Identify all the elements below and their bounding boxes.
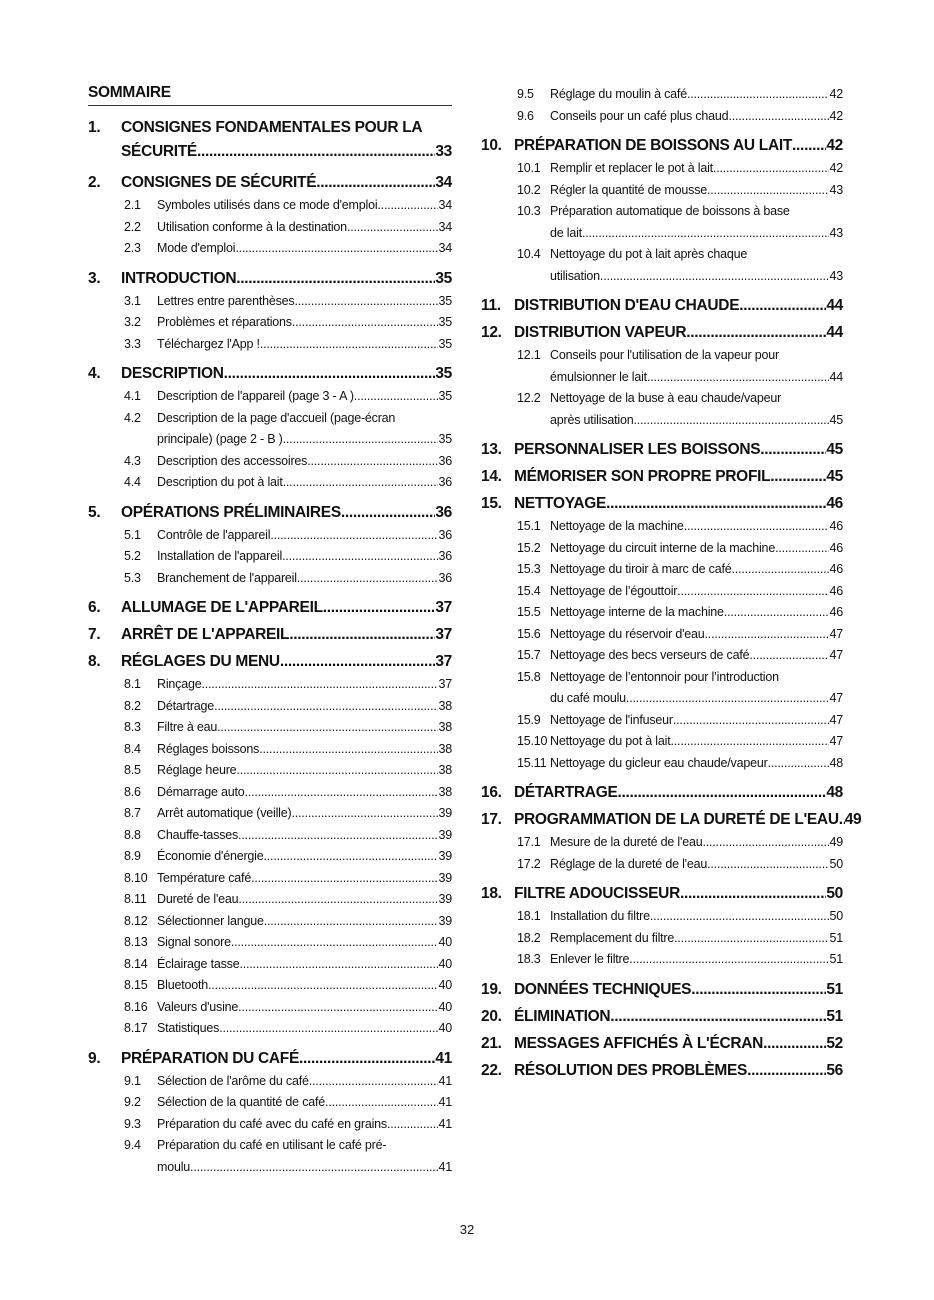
toc-entry-10-3[interactable]: 10.3 Préparation automatique de boissons à base de lait ..... 43: [481, 201, 843, 244]
toc-entry-18-2[interactable]: 18.2 Remplacement du filtre ..... 51: [481, 928, 843, 950]
toc-entry-8-3[interactable]: 8.3 Filtre à eau ..... 38: [88, 717, 452, 739]
toc-entry-22[interactable]: 22. RÉSOLUTION DES PROBLÈMES ..... 56: [481, 1059, 843, 1083]
toc-entry-15-10[interactable]: 15.10 Nettoyage du pot à lait ..... 47: [481, 731, 843, 753]
toc-entry-5[interactable]: 5. OPÉRATIONS PRÉLIMINAIRES ..... 36: [88, 501, 452, 525]
toc-entry-6[interactable]: 6. ALLUMAGE DE L'APPAREIL ..... 37: [88, 596, 452, 620]
toc-entry-10-2[interactable]: 10.2 Régler la quantité de mousse ..... 43: [481, 180, 843, 202]
toc-entry-15-11[interactable]: 15.11 Nettoyage du gicleur eau chaude/vapeur ..... 48: [481, 753, 843, 775]
toc-entry-5-3[interactable]: 5.3 Branchement de l'appareil ..... 36: [88, 568, 452, 590]
toc-entry-17-1[interactable]: 17.1 Mesure de la dureté de l'eau ..... 49: [481, 832, 843, 854]
toc-entry-8-1[interactable]: 8.1 Rinçage ..... 37: [88, 674, 452, 696]
toc-entry-12[interactable]: 12. DISTRIBUTION VAPEUR ..... 44: [481, 321, 843, 345]
toc-entry-8-10[interactable]: 8.10 Température café ..... 39: [88, 868, 452, 890]
toc-entry-1[interactable]: 1. CONSIGNES FONDAMENTALES POUR LA SÉCURITÉ ..... 33: [88, 116, 452, 164]
toc-entry-18-3[interactable]: 18.3 Enlever le filtre ..... 51: [481, 949, 843, 971]
toc-entry-9-3[interactable]: 9.3 Préparation du café avec du café en grains ..... 41: [88, 1114, 452, 1136]
toc-entry-15-4[interactable]: 15.4 Nettoyage de l’égouttoir ..... 46: [481, 581, 843, 603]
toc-entry-8-6[interactable]: 8.6 Démarrage auto ..... 38: [88, 782, 452, 804]
toc-entry-8-16[interactable]: 8.16 Valeurs d'usine ..... 40: [88, 997, 452, 1019]
toc-entry-2[interactable]: 2. CONSIGNES DE SÉCURITÉ ..... 34: [88, 171, 452, 195]
toc-entry-8-7[interactable]: 8.7 Arrêt automatique (veille) ..... 39: [88, 803, 452, 825]
toc-entry-20[interactable]: 20. ÉLIMINATION ..... 51: [481, 1005, 843, 1029]
toc-entry-3[interactable]: 3. INTRODUCTION ..... 35: [88, 267, 452, 291]
toc-entry-2-3[interactable]: 2.3 Mode d'emploi ..... 34: [88, 238, 452, 260]
toc-entry-8-15[interactable]: 8.15 Bluetooth ..... 40: [88, 975, 452, 997]
toc-entry-9-1[interactable]: 9.1 Sélection de l'arôme du café ..... 41: [88, 1071, 452, 1093]
toc-entry-8-2[interactable]: 8.2 Détartrage ..... 38: [88, 696, 452, 718]
toc-entry-3-1[interactable]: 3.1 Lettres entre parenthèses ..... 35: [88, 291, 452, 313]
toc-entry-10[interactable]: 10. PRÉPARATION DE BOISSONS AU LAIT ..... 42: [481, 134, 843, 158]
toc-entry-4-2[interactable]: 4.2 Description de la page d'accueil (page-écran principale) (page 2 - B ) ..... 35: [88, 408, 452, 451]
toc-title: SOMMAIRE: [88, 84, 452, 106]
toc-entry-8[interactable]: 8. RÉGLAGES DU MENU ..... 37: [88, 650, 452, 674]
toc-entry-11[interactable]: 11. DISTRIBUTION D'EAU CHAUDE ..... 44: [481, 294, 843, 318]
toc-entry-16[interactable]: 16. DÉTARTRAGE ..... 48: [481, 781, 843, 805]
toc-entry-5-2[interactable]: 5.2 Installation de l'appareil ..... 36: [88, 546, 452, 568]
toc-entry-15-6[interactable]: 15.6 Nettoyage du réservoir d'eau ..... 47: [481, 624, 843, 646]
toc-entry-10-4[interactable]: 10.4 Nettoyage du pot à lait après chaque utilisation ..... 43: [481, 244, 843, 287]
toc-entry-15-8[interactable]: 15.8 Nettoyage de l’entonnoir pour l’introduction du café moulu ..... 47: [481, 667, 843, 710]
toc-entry-15[interactable]: 15. NETTOYAGE ..... 46: [481, 492, 843, 516]
toc-entry-12-2[interactable]: 12.2 Nettoyage de la buse à eau chaude/vapeur après utilisation ..... 45: [481, 388, 843, 431]
toc-entry-9-4[interactable]: 9.4 Préparation du café en utilisant le café pré- moulu ..... 41: [88, 1135, 452, 1178]
toc-entry-18[interactable]: 18. FILTRE ADOUCISSEUR ..... 50: [481, 882, 843, 906]
toc-entry-17[interactable]: 17. PROGRAMMATION DE LA DURETÉ DE L'EAU ..... 49: [481, 808, 843, 832]
toc-entry-15-5[interactable]: 15.5 Nettoyage interne de la machine ..... 46: [481, 602, 843, 624]
toc-entry-15-3[interactable]: 15.3 Nettoyage du tiroir à marc de café ..... 46: [481, 559, 843, 581]
toc-entry-8-13[interactable]: 8.13 Signal sonore ..... 40: [88, 932, 452, 954]
toc-entry-9[interactable]: 9. PRÉPARATION DU CAFÉ ..... 41: [88, 1047, 452, 1071]
toc-entry-3-2[interactable]: 3.2 Problèmes et réparations ..... 35: [88, 312, 452, 334]
toc-entry-4-1[interactable]: 4.1 Description de l'appareil (page 3 - A ) ..... 35: [88, 386, 452, 408]
toc-entry-15-7[interactable]: 15.7 Nettoyage des becs verseurs de café ..... 47: [481, 645, 843, 667]
toc-entry-2-1[interactable]: 2.1 Symboles utilisés dans ce mode d'emploi ..... 34: [88, 195, 452, 217]
toc-entry-5-1[interactable]: 5.1 Contrôle de l'appareil ..... 36: [88, 525, 452, 547]
toc-entry-8-12[interactable]: 8.12 Sélectionner langue ..... 39: [88, 911, 452, 933]
page-number: 32: [459, 1222, 475, 1237]
toc-entry-17-2[interactable]: 17.2 Réglage de la dureté de l'eau ..... 50: [481, 854, 843, 876]
toc-entry-2-2[interactable]: 2.2 Utilisation conforme à la destination ..... 34: [88, 217, 452, 239]
toc-entry-8-11[interactable]: 8.11 Dureté de l'eau ..... 39: [88, 889, 452, 911]
toc-entry-4-3[interactable]: 4.3 Description des accessoires ..... 36: [88, 451, 452, 473]
toc-entry-12-1[interactable]: 12.1 Conseils pour l'utilisation de la vapeur pour émulsionner le lait ..... 44: [481, 345, 843, 388]
toc-entry-8-5[interactable]: 8.5 Réglage heure ..... 38: [88, 760, 452, 782]
toc-entry-8-9[interactable]: 8.9 Économie d'énergie ..... 39: [88, 846, 452, 868]
toc-entry-8-8[interactable]: 8.8 Chauffe-tasses ..... 39: [88, 825, 452, 847]
toc-entry-18-1[interactable]: 18.1 Installation du filtre ..... 50: [481, 906, 843, 928]
toc-entry-9-2[interactable]: 9.2 Sélection de la quantité de café ..... 41: [88, 1092, 452, 1114]
toc-left-column: [88, 84, 452, 1178]
toc-entry-7[interactable]: 7. ARRÊT DE L'APPAREIL ..... 37: [88, 623, 452, 647]
toc-right-column: [481, 84, 862, 1083]
toc-entry-9-6[interactable]: 9.6 Conseils pour un café plus chaud ..... 42: [481, 106, 843, 128]
toc-entry-15-9[interactable]: 15.9 Nettoyage de l'infuseur ..... 47: [481, 710, 843, 732]
toc-entry-15-1[interactable]: 15.1 Nettoyage de la machine ..... 46: [481, 516, 843, 538]
toc-entry-14[interactable]: 14. MÉMORISER SON PROPRE PROFIL ..... 45: [481, 465, 843, 489]
toc-entry-4-4[interactable]: 4.4 Description du pot à lait ..... 36: [88, 472, 452, 494]
toc-entry-21[interactable]: 21. MESSAGES AFFICHÉS À L'ÉCRAN ..... 52: [481, 1032, 843, 1056]
toc-entry-13[interactable]: 13. PERSONNALISER LES BOISSONS ..... 45: [481, 438, 843, 462]
toc-entry-3-3[interactable]: 3.3 Téléchargez l'App ! ..... 35: [88, 334, 452, 356]
toc-entry-10-1[interactable]: 10.1 Remplir et replacer le pot à lait ..... 42: [481, 158, 843, 180]
toc-entry-4[interactable]: 4. DESCRIPTION ..... 35: [88, 362, 452, 386]
toc-entry-19[interactable]: 19. DONNÉES TECHNIQUES ..... 51: [481, 978, 843, 1002]
toc-entry-8-17[interactable]: 8.17 Statistiques ..... 40: [88, 1018, 452, 1040]
toc-entry-15-2[interactable]: 15.2 Nettoyage du circuit interne de la machine ..... 46: [481, 538, 843, 560]
toc-entry-8-14[interactable]: 8.14 Éclairage tasse ..... 40: [88, 954, 452, 976]
toc-entry-9-5[interactable]: 9.5 Réglage du moulin à café ..... 42: [481, 84, 843, 106]
toc-entry-8-4[interactable]: 8.4 Réglages boissons ..... 38: [88, 739, 452, 761]
